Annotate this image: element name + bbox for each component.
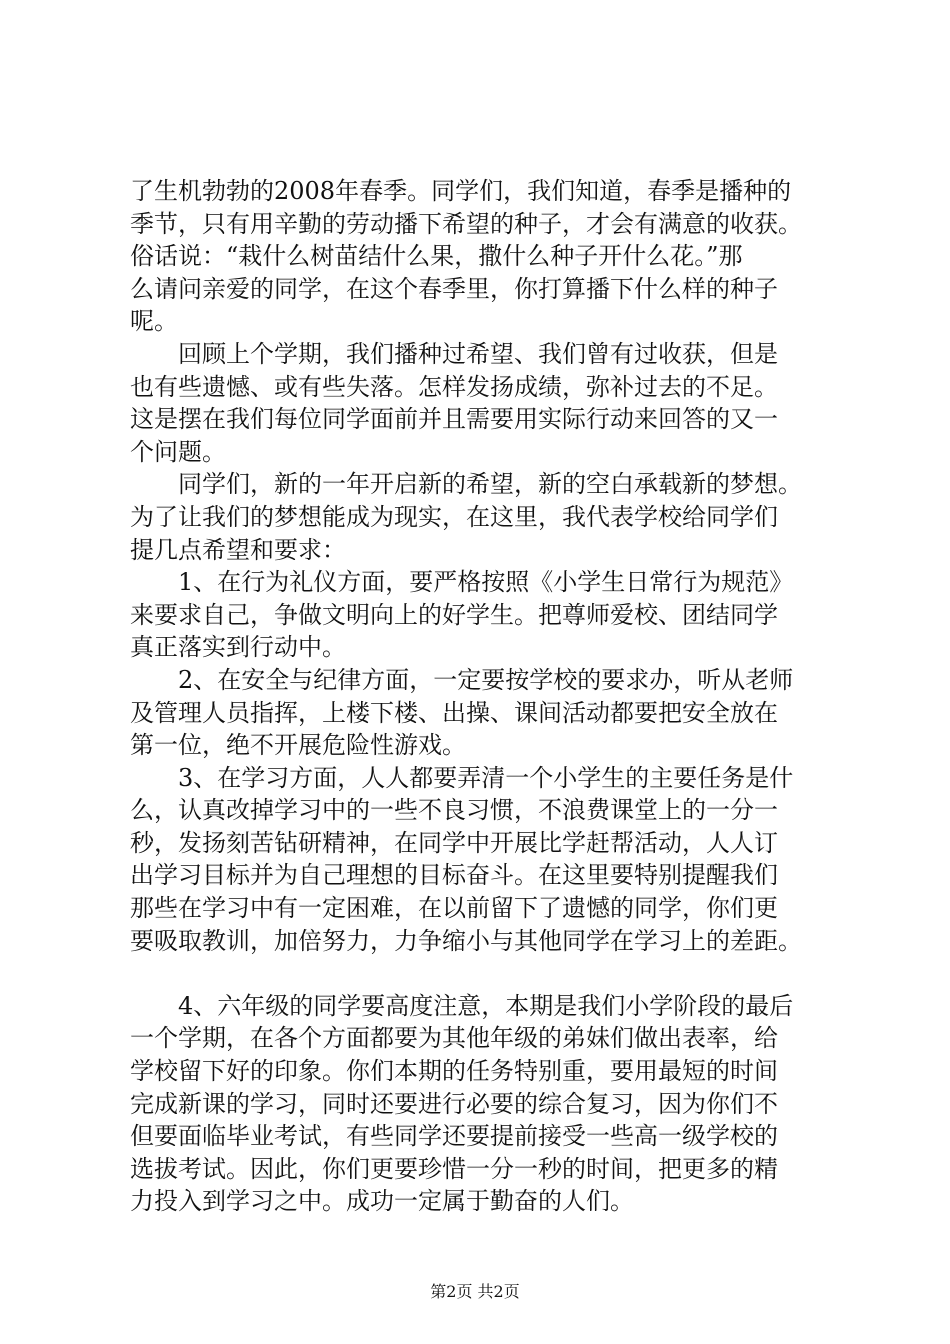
- text-line: 完成新课的学习，同时还要进行必要的综合复习，因为你们不: [130, 1089, 778, 1118]
- text-line: 为了让我们的梦想能成为现实，在这里，我代表学校给同学们: [130, 502, 778, 531]
- text-line: 1、在行为礼仪方面，要严格按照《小学生日常行为规范》: [130, 568, 794, 597]
- blank-line: [130, 957, 830, 990]
- text-line: 么请问亲爱的同学，在这个春季里，你打算播下什么样的种子: [130, 274, 778, 303]
- text-line: 出学习目标并为自己理想的目标奋斗。在这里要特别提醒我们: [130, 861, 778, 890]
- text-line: 回顾上个学期，我们播种过希望、我们曾有过收获，但是: [130, 339, 778, 368]
- text-line: 但要面临毕业考试，有些同学还要提前接受一些高一级学校的: [130, 1122, 778, 1151]
- page-footer: 第2页 共2页: [430, 1282, 520, 1301]
- text-line: 秒，发扬刻苦钻研精神，在同学中开展比学赶帮活动，人人订: [130, 828, 778, 857]
- text-line: 第一位，绝不开展危险性游戏。: [130, 731, 466, 760]
- text-line: 季节，只有用辛勤的劳动播下希望的种子，才会有满意的收获。: [130, 209, 802, 238]
- text-line: 要吸取教训，加倍努力，力争缩小与其他同学在学习上的差距。: [130, 926, 802, 955]
- document-body: [130, 175, 830, 1218]
- text-line: 4、六年级的同学要高度注意，本期是我们小学阶段的最后: [130, 991, 794, 1020]
- text-line: 也有些遗憾、或有些失落。怎样发扬成绩，弥补过去的不足。: [130, 372, 778, 401]
- text-line: 提几点希望和要求：: [130, 535, 346, 564]
- text-line: 个问题。: [130, 437, 226, 466]
- text-line: 2、在安全与纪律方面，一定要按学校的要求办，听从老师: [130, 665, 794, 694]
- text-line: 呢。: [130, 307, 178, 336]
- text-line: 学校留下好的印象。你们本期的任务特别重，要用最短的时间: [130, 1057, 778, 1086]
- text-line: 及管理人员指挥，上楼下楼、出操、课间活动都要把安全放在: [130, 698, 778, 727]
- text-line: 了生机勃勃的2008年春季。同学们，我们知道，春季是播种的: [130, 177, 792, 205]
- text-line: 3、在学习方面，人人都要弄清一个小学生的主要任务是什: [130, 763, 794, 792]
- text-line: 真正落实到行动中。: [130, 633, 346, 662]
- text-line: 一个学期，在各个方面都要为其他年级的弟妹们做出表率，给: [130, 1024, 778, 1053]
- text-line: 这是摆在我们每位同学面前并且需要用实际行动来回答的又一: [130, 405, 778, 434]
- text-line: 俗话说：“栽什么树苗结什么果，撒什么种子开什么花。”那: [130, 242, 743, 271]
- text-line: 同学们，新的一年开启新的希望，新的空白承载新的梦想。: [130, 470, 802, 499]
- text-line: 来要求自己，争做文明向上的好学生。把尊师爱校、团结同学: [130, 600, 778, 629]
- text-line: 力投入到学习之中。成功一定属于勤奋的人们。: [130, 1187, 634, 1216]
- text-line: 选拔考试。因此，你们更要珍惜一分一秒的时间，把更多的精: [130, 1154, 778, 1183]
- text-line: 么，认真改掉学习中的一些不良习惯，不浪费课堂上的一分一: [130, 796, 778, 825]
- text-line: 那些在学习中有一定困难，在以前留下了遗憾的同学，你们更: [130, 894, 778, 923]
